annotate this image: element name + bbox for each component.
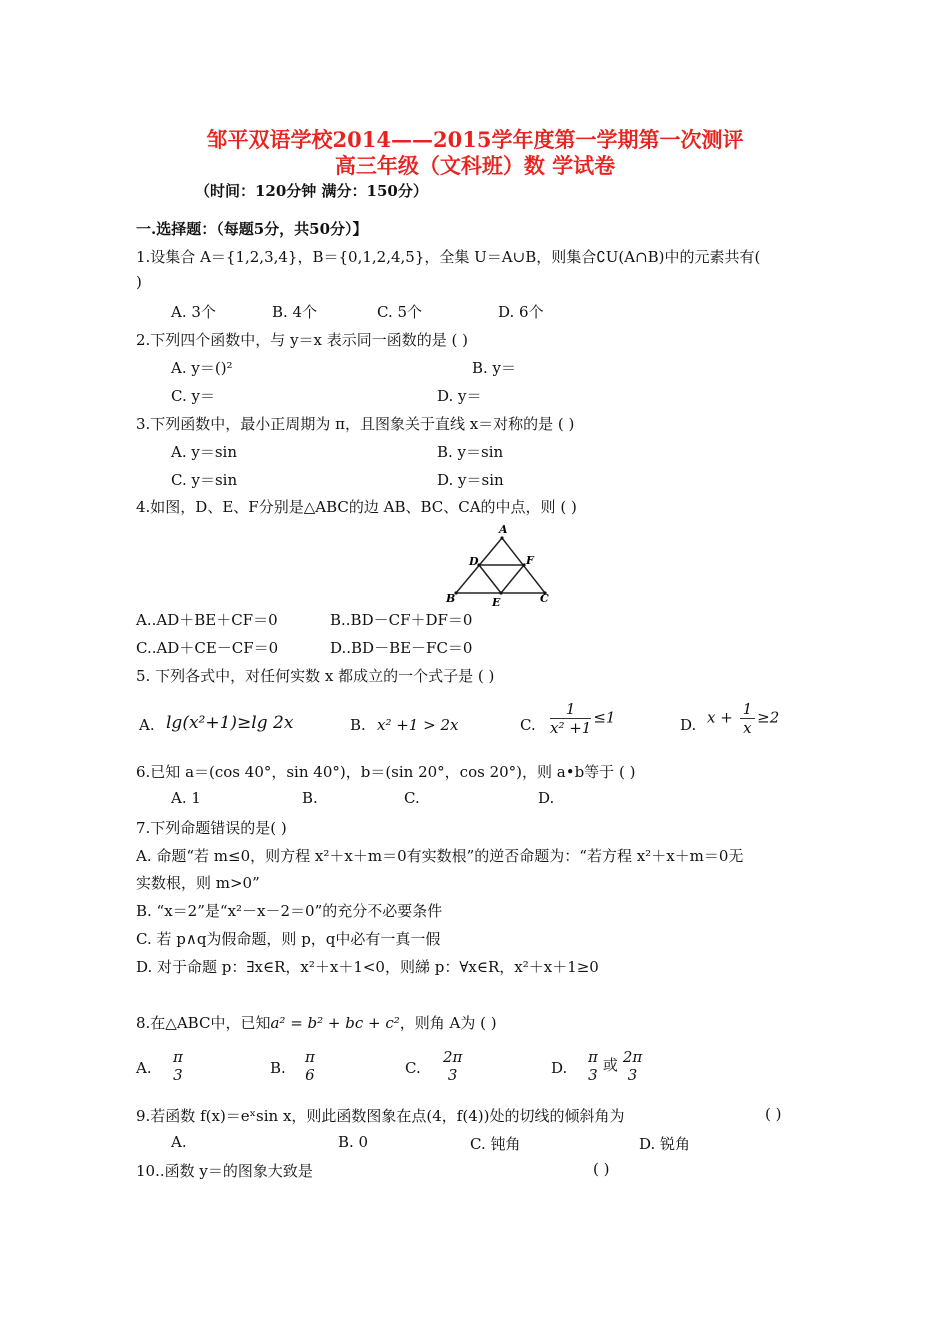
q3-option-c: C. y＝sin: [171, 471, 238, 489]
q8-c-num: 2π: [443, 1048, 463, 1066]
q9-answer-paren: ( ): [765, 1105, 782, 1123]
exam-title-line1: 邹平双语学校2014——2015学年度第一学期第一次测评: [206, 127, 744, 152]
q3-option-a: A. y＝sin: [171, 443, 237, 461]
q8-stem-pre: 8.在△ABC中，已知: [136, 1014, 271, 1032]
q5-option-b-math: x² +1 > 2x: [377, 716, 459, 734]
q8-option-a: [168, 1048, 188, 1084]
q8-option-d: [583, 1048, 647, 1084]
q4-option-d: D..BD－BE－FC＝0: [330, 639, 473, 657]
q1-option-d: D. 6个: [498, 303, 544, 321]
q4-stem: 4.如图，D、E、F分别是△ABC的边 AB、BC、CA的中点，则 ( ): [136, 498, 577, 516]
q8-b-den: 6: [305, 1066, 315, 1084]
q1-option-b: B. 4个: [272, 303, 318, 321]
q5-c-fraction: [550, 700, 591, 737]
q5-d-numerator: 1: [740, 700, 756, 719]
q8-stem-post: ，则角 A为 ( ): [399, 1014, 497, 1032]
q9-option-b: B. 0: [338, 1133, 369, 1151]
q7-option-a: A. 命题“若 m≤0，则方程 x²＋x＋m＝0有实数根”的逆否命题为：“若方程 x²＋x＋m＝0无: [136, 847, 744, 865]
q8-c-den: 3: [447, 1066, 458, 1084]
q9-option-a: A.: [171, 1133, 187, 1151]
q7-option-d: D. 对于命题 p：∃x∈R，x²＋x＋1<0，则綈 p：∀x∈R，x²＋x＋1≥0: [136, 958, 599, 976]
q8-d-num1: π: [588, 1048, 598, 1066]
q5-c-denominator: x² +1: [550, 719, 592, 737]
q5-letter-c: C.: [520, 716, 536, 734]
q8-d-den1: 3: [588, 1066, 598, 1084]
q6-stem: 6.已知 a＝(cos 40°，sin 40°)，b＝(sin 20°，cos 20°)，则 a•b等于 ( ): [136, 763, 636, 781]
q6-option-a: A. 1: [171, 789, 201, 807]
q2-option-c: C. y＝: [171, 387, 215, 405]
q9-stem: 9.若函数 f(x)＝eˣsin x，则此函数图象在点(4，f(4))处的切线的倾斜角为: [136, 1107, 625, 1125]
q3-option-d: D. y＝sin: [437, 471, 504, 489]
q4-option-c: C..AD＋CE－CF＝0: [136, 639, 279, 657]
q6-option-b: B.: [302, 789, 318, 807]
q10-stem: 10..函数 y＝的图象大致是: [136, 1162, 313, 1180]
q8-a-num: π: [173, 1048, 183, 1066]
q9-option-d: D. 锐角: [639, 1135, 691, 1153]
section-heading: 一.选择题：（每题5分，共50分）】: [136, 220, 368, 238]
q5-d-head: x +: [707, 708, 733, 727]
q1-stem: 1.设集合 A＝{1,2,3,4}，B＝{0,1,2,4,5}，全集 U＝A∪B，则集合∁U(A∩B)中的元素共有(: [136, 248, 761, 266]
q5-stem: 5. 下列各式中，对任何实数 x 都成立的一个式子是 ( ): [136, 667, 495, 685]
q2-option-a: A. y＝()²: [171, 359, 233, 377]
segment-def: [479, 565, 524, 593]
label-e: E: [492, 596, 501, 609]
q8-option-b: [300, 1048, 320, 1084]
q5-d-tail: ≥2: [757, 708, 780, 727]
q5-option-a-math: lg(x²+1)≥lg 2x: [166, 713, 294, 733]
q8-d-num2: 2π: [622, 1048, 643, 1066]
q9-option-c: C. 钝角: [470, 1135, 521, 1153]
q6-option-c: C.: [404, 789, 420, 807]
q8-b-num: π: [305, 1048, 315, 1066]
triangle-figure: [440, 520, 555, 610]
q8-letter-c: C.: [405, 1059, 421, 1077]
exam-meta: （时间：120分钟 满分：150分）: [195, 182, 428, 200]
q8-stem: [136, 1012, 497, 1033]
q7-option-a-cont: 实数根，则 m>0”: [136, 874, 260, 892]
label-c: C: [540, 592, 549, 605]
q1-stem-cont: ): [136, 273, 142, 291]
label-f: F: [526, 554, 534, 567]
q7-stem: 7.下列命题错误的是( ): [136, 819, 287, 837]
q5-option-d-math: [707, 700, 779, 737]
q8-d-or: 或: [602, 1056, 618, 1074]
q1-option-a: A. 3个: [171, 303, 216, 321]
q5-c-tail: ≤1: [593, 708, 616, 727]
q8-letter-d: D.: [551, 1059, 568, 1077]
q5-d-denominator: x: [743, 719, 752, 737]
q5-letter-b: B.: [350, 716, 366, 734]
q8-letter-b: B.: [270, 1059, 286, 1077]
label-d: D: [469, 555, 479, 568]
q3-option-b: B. y＝sin: [437, 443, 504, 461]
q8-a-den: 3: [173, 1066, 183, 1084]
label-b: B: [446, 592, 456, 605]
q8-d-den2: 3: [627, 1066, 638, 1084]
q8-stem-math: a² = b² + bc + c²: [270, 1014, 400, 1032]
q5-letter-a: A.: [139, 716, 155, 734]
q2-stem: 2.下列四个函数中，与 y＝x 表示同一函数的是 ( ): [136, 331, 469, 349]
q5-letter-d: D.: [680, 716, 697, 734]
q5-d-fraction: [740, 700, 756, 737]
q4-option-a: A..AD＋BE＋CF＝0: [136, 611, 278, 629]
q7-option-b: B. “x＝2”是“x²－x－2＝0”的充分不必要条件: [136, 902, 443, 920]
q4-option-b: B..BD－CF＋DF＝0: [330, 611, 473, 629]
label-a: A: [499, 523, 508, 536]
q2-option-d: D. y＝: [437, 387, 482, 405]
q7-option-c: C. 若 p∧q为假命题，则 p，q中必有一真一假: [136, 930, 441, 948]
exam-title-line2: 高三年级（文科班）数 学试卷: [334, 153, 616, 178]
q8-option-c: [438, 1048, 467, 1084]
q1-option-c: C. 5个: [377, 303, 423, 321]
q5-option-c-math: [548, 700, 615, 737]
q10-answer-paren: ( ): [593, 1160, 610, 1178]
q6-option-d: D.: [538, 789, 555, 807]
q8-letter-a: A.: [136, 1059, 152, 1077]
q2-option-b: B. y＝: [472, 359, 517, 377]
q5-c-numerator: 1: [550, 700, 591, 719]
q3-stem: 3.下列函数中，最小正周期为 π，且图象关于直线 x＝对称的是 ( ): [136, 415, 575, 433]
